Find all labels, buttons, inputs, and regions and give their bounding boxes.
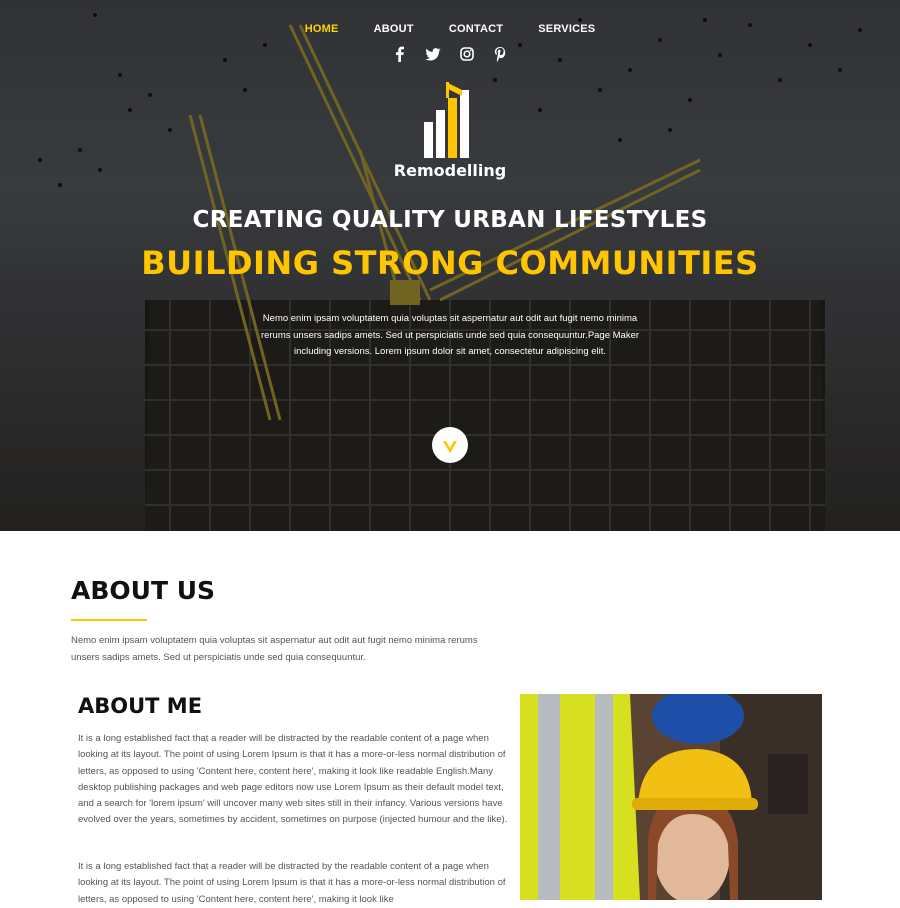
nav-item-contact[interactable]: CONTACT bbox=[448, 23, 504, 35]
brand-name: Remodelling bbox=[393, 161, 507, 180]
hero-subheadline: BUILDING STRONG COMMUNITIES bbox=[141, 244, 759, 282]
hero-headline: CREATING QUALITY URBAN LIFESTYLES bbox=[192, 207, 708, 233]
nav-item-home[interactable]: HOME bbox=[304, 23, 339, 35]
nav-item-about[interactable]: ABOUT bbox=[373, 23, 414, 35]
title-underline bbox=[71, 619, 147, 621]
chevron-down-icon bbox=[432, 427, 468, 463]
facebook-icon[interactable] bbox=[392, 45, 408, 63]
worker-photo bbox=[520, 694, 822, 900]
about-us-title: ABOUT US bbox=[71, 576, 216, 605]
scroll-down-button[interactable] bbox=[432, 427, 468, 463]
hero-text: Nemo enim ipsam voluptatem quia voluptas sit aspernatur aut odit aut fugit nemo minima rerums unsers sadips amets. Sed ut perspiciatis unde sed quia consequuntur.Page Maker including versions. Lorem ipsum dolor sit amet, consectetur adipiscing elit. bbox=[260, 313, 640, 357]
about-me-title: ABOUT ME bbox=[78, 694, 203, 718]
social-links bbox=[0, 43, 900, 63]
nav-item-services[interactable]: SERVICES bbox=[538, 23, 596, 35]
logo-icon[interactable] bbox=[421, 82, 481, 162]
pinterest-icon[interactable] bbox=[492, 45, 508, 63]
about-me-paragraph: It is a long established fact that a reader will be distracted by the readable content of a page when looking at its layout. The point of using Lorem Ipsum is that it has a more-or-less normal distribution of letters, as opposed to using 'Content here, content here', making it look like readable English.Many desktop publishing packages and web page editors now use Lorem Ipsum as their default model text, and a search for 'lorem ipsum' will uncover many web sites still in their infancy. Various versions have evolved over the years, sometimes by accident, sometimes on purpose (injected humour and the like). bbox=[78, 733, 508, 826]
about-us-text: Nemo enim ipsam voluptatem quia voluptas sit aspernatur aut odit aut fugit nemo minima rerums unsers sadips amets. Sed ut perspiciatis unde sed quia consequuntur. bbox=[71, 635, 478, 663]
main-nav bbox=[0, 17, 900, 36]
about-me-paragraph: It is a long established fact that a reader will be distracted by the readable content of a page when looking at its layout. The point of using Lorem Ipsum is that it has a more-or-less normal distribution of letters, as opposed to using 'Content here, content here', making it look like bbox=[78, 861, 506, 905]
twitter-icon[interactable] bbox=[425, 45, 441, 63]
instagram-icon[interactable] bbox=[459, 45, 475, 63]
